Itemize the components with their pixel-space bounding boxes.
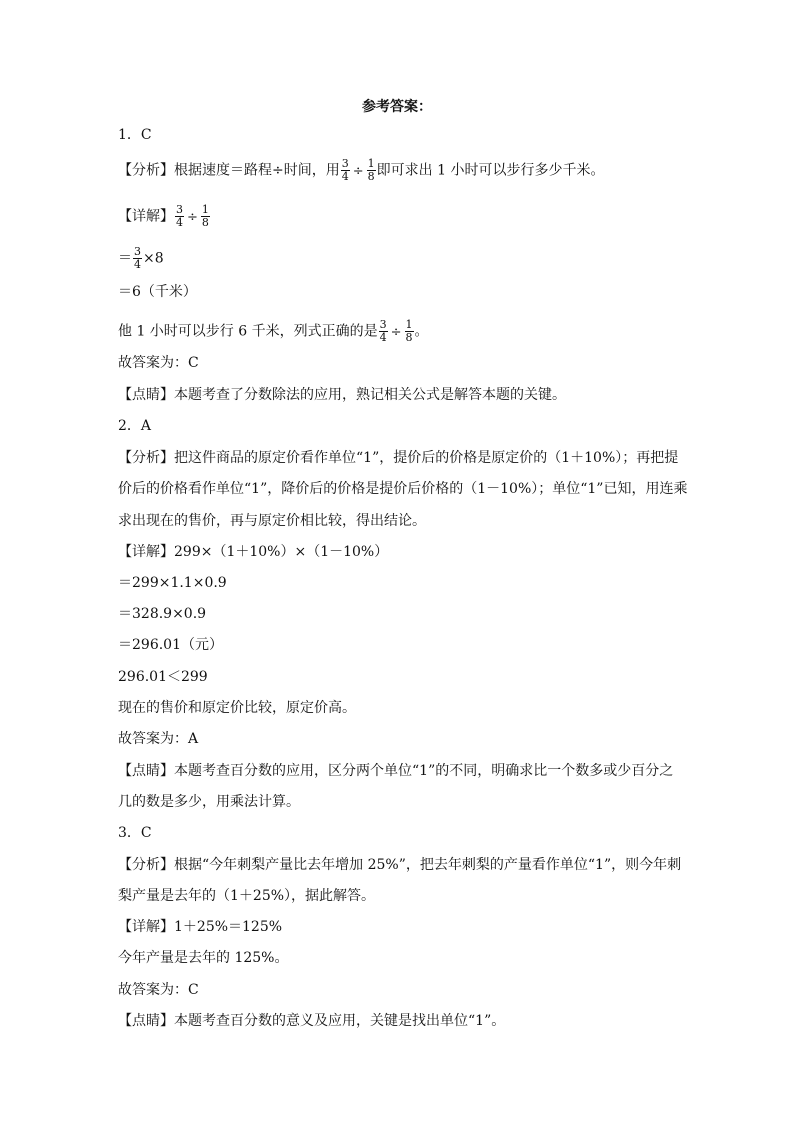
q2-detail: 【详解】299×（1＋10%）×（1－10%） bbox=[118, 544, 389, 560]
q1-analysis-text-a: 【分析】根据速度＝路程÷时间，用 bbox=[118, 162, 340, 179]
fraction: $\frac{1}{8}$ bbox=[405, 318, 413, 344]
page-title: 参考答案： bbox=[362, 99, 432, 115]
q1-conclusion: 他 1 小时可以步行 6 千米，列式正确的是 $\frac{3}{4}$ ÷ $\frac{1}{8}$ 。 bbox=[118, 318, 429, 344]
fraction: $\frac{3}{4}$ bbox=[379, 318, 387, 344]
q3-comment: 【点睛】本题考查百分数的意义及应用，关键是找出单位“1”。 bbox=[118, 1013, 506, 1029]
q2-comment-line1: 【点睛】本题考查百分数的应用，区分两个单位“1”的不同，明确求比一个数多或少百分之 bbox=[118, 763, 674, 779]
q2-step2: ＝328.9×0.9 bbox=[118, 606, 207, 622]
fraction: $\frac{3}{4}$ bbox=[134, 245, 141, 271]
q3-number: 3．C bbox=[118, 825, 152, 841]
q3-conclusion: 今年产量是去年的 125%。 bbox=[118, 950, 289, 966]
q2-analysis-line2: 价后的价格看作单位“1”，降价后的价格是提价后价格的（1－10%）；单位“1”已知，用连乘 bbox=[118, 481, 688, 497]
fraction: $\frac{3}{4}$ bbox=[341, 157, 349, 183]
q2-compare: 296.01＜299 bbox=[118, 669, 208, 685]
q2-step3: ＝296.01（元） bbox=[118, 637, 223, 653]
q2-comment-line2: 几的数是多少，用乘法计算。 bbox=[118, 794, 300, 810]
q2-conclusion: 现在的售价和原定价比较，原定价高。 bbox=[118, 700, 356, 716]
fraction: $\frac{1}{8}$ bbox=[367, 157, 375, 183]
detail-label: 【详解】 bbox=[118, 208, 174, 225]
divide-sign: ÷ bbox=[352, 163, 364, 179]
q3-answer: 故答案为：C bbox=[118, 982, 199, 998]
q3-analysis-line2: 梨产量是去年的（1＋25%），据此解答。 bbox=[118, 888, 376, 904]
q2-answer: 故答案为：A bbox=[118, 731, 199, 747]
fraction: $\frac{3}{4}$ bbox=[176, 203, 183, 229]
q1-number: 1．C bbox=[118, 127, 152, 143]
q1-detail bbox=[118, 204, 688, 229]
q2-analysis-line3: 求出现在的售价，再与原定价相比较，得出结论。 bbox=[118, 513, 426, 529]
q3-analysis-line1: 【分析】根据“今年刺梨产量比去年增加 25%”，把去年刺梨的产量看作单位“1”，则今年刺 bbox=[118, 857, 682, 873]
q1-step1: ＝ $\frac{3}{4}$ ×8 bbox=[118, 245, 164, 271]
q1-analysis-text-b: 即可求出 1 小时可以步行多少千米。 bbox=[376, 162, 605, 179]
q1-analysis bbox=[118, 158, 688, 183]
q1-comment: 【点睛】本题考查了分数除法的应用，熟记相关公式是解答本题的关键。 bbox=[118, 387, 566, 403]
divide-sign: ÷ bbox=[187, 209, 198, 225]
q2-analysis-line1: 【分析】把这件商品的原定价看作单位“1”，提价后的价格是原定价的（1＋10%）；再把提 bbox=[118, 450, 679, 466]
q1-answer: 故答案为：C bbox=[118, 355, 199, 371]
divide-sign: ÷ bbox=[390, 324, 402, 340]
q3-detail: 【详解】1＋25%＝125% bbox=[118, 919, 283, 935]
fraction: $\frac{1}{8}$ bbox=[201, 203, 209, 229]
q2-step1: ＝299×1.1×0.9 bbox=[118, 575, 227, 591]
q1-step2: ＝6（千米） bbox=[118, 284, 197, 300]
q2-number: 2．A bbox=[118, 418, 152, 434]
